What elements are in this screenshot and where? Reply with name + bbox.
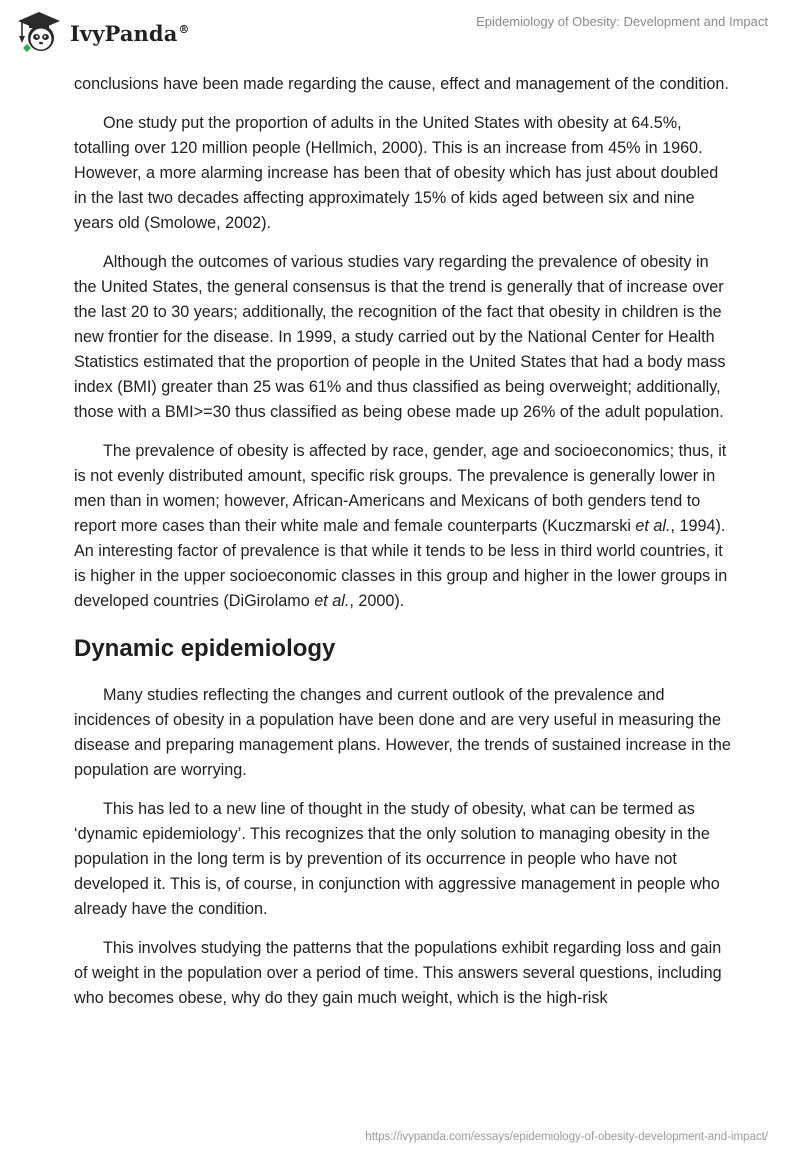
article-body bbox=[74, 72, 732, 1025]
paragraph-1: conclusions have been made regarding the cause, effect and management of the condition. bbox=[74, 75, 729, 93]
source-url[interactable]: https://ivypanda.com/essays/epidemiology-of-obesity-development-and-impact/ bbox=[365, 1131, 768, 1143]
paragraph-4 bbox=[74, 439, 732, 614]
paragraph-4-text-c: , 2000). bbox=[349, 592, 405, 610]
paragraph-5: Many studies reflecting the changes and current outlook of the prevalence and incidences of obesity in a population have been done and are very useful in measuring the disease and preparing management plans. However, the trends of sustained increase in the population are worrying. bbox=[74, 686, 731, 779]
paragraph-6: This has led to a new line of thought in the study of obesity, what can be termed as ‘dynamic epidemiology’. This recognizes that the only solution to managing obesity in the population in the long term is by prevention of its occurrence in people who have not developed it. This is, of course, in conjunction with aggressive management in people who already have the condition. bbox=[74, 800, 720, 918]
section-heading: Dynamic epidemiology bbox=[74, 635, 336, 662]
panda-graduate-icon bbox=[14, 10, 64, 54]
page-header bbox=[0, 0, 800, 66]
document-title: Epidemiology of Obesity: Development and Impact bbox=[476, 14, 768, 29]
paragraph-4-text-a: The prevalence of obesity is affected by race, gender, age and socioeconomics; thus, it is not evenly distributed amount, specific risk groups. The prevalence is generally lower in men than in women; however, African-Americans and Mexicans of both genders tend to report more cases than their white male and female counterparts (Kuczmarski bbox=[74, 442, 727, 535]
paragraph-2: One study put the proportion of adults in the United States with obesity at 64.5%, totalling over 120 million people (Hellmich, 2000). This is an increase from 45% in 1960. However, a more alarming increase has been that of obesity which has just about doubled in the last two decades affecting approximately 15% of kids aged between six and nine years old (Smolowe, 2002). bbox=[74, 114, 719, 232]
et-al-1: et al. bbox=[635, 517, 671, 535]
et-al-2: et al. bbox=[314, 592, 350, 610]
brand-name: IvyPanda® bbox=[70, 20, 190, 46]
brand-logo[interactable] bbox=[14, 10, 190, 54]
paragraph-7: This involves studying the patterns that the populations exhibit regarding loss and gain of weight in the population over a period of time. This answers several questions, including who becomes obese, why do they gain much weight, which is the high-risk bbox=[74, 939, 722, 1007]
paragraph-3: Although the outcomes of various studies vary regarding the prevalence of obesity in the United States, the general consensus is that the trend is generally that of increase over the last 20 to 30 years; additionally, the recognition of the fact that obesity in children is the new frontier for the disease. In 1999, a study carried out by the National Center for Health Statistics estimated that the proportion of people in the United States that had a body mass index (BMI) greater than 25 was 61% and thus classified as being overweight; additionally, those with a BMI>=30 thus classified as being obese made up 26% of the adult population. bbox=[74, 253, 726, 421]
paragraph-4-text-b: , 1994). An interesting factor of prevalence is that while it tends to be less in third world countries, it is higher in the upper socioeconomic classes in this group and higher in the lower groups in developed countries (DiGirolamo bbox=[74, 517, 728, 610]
